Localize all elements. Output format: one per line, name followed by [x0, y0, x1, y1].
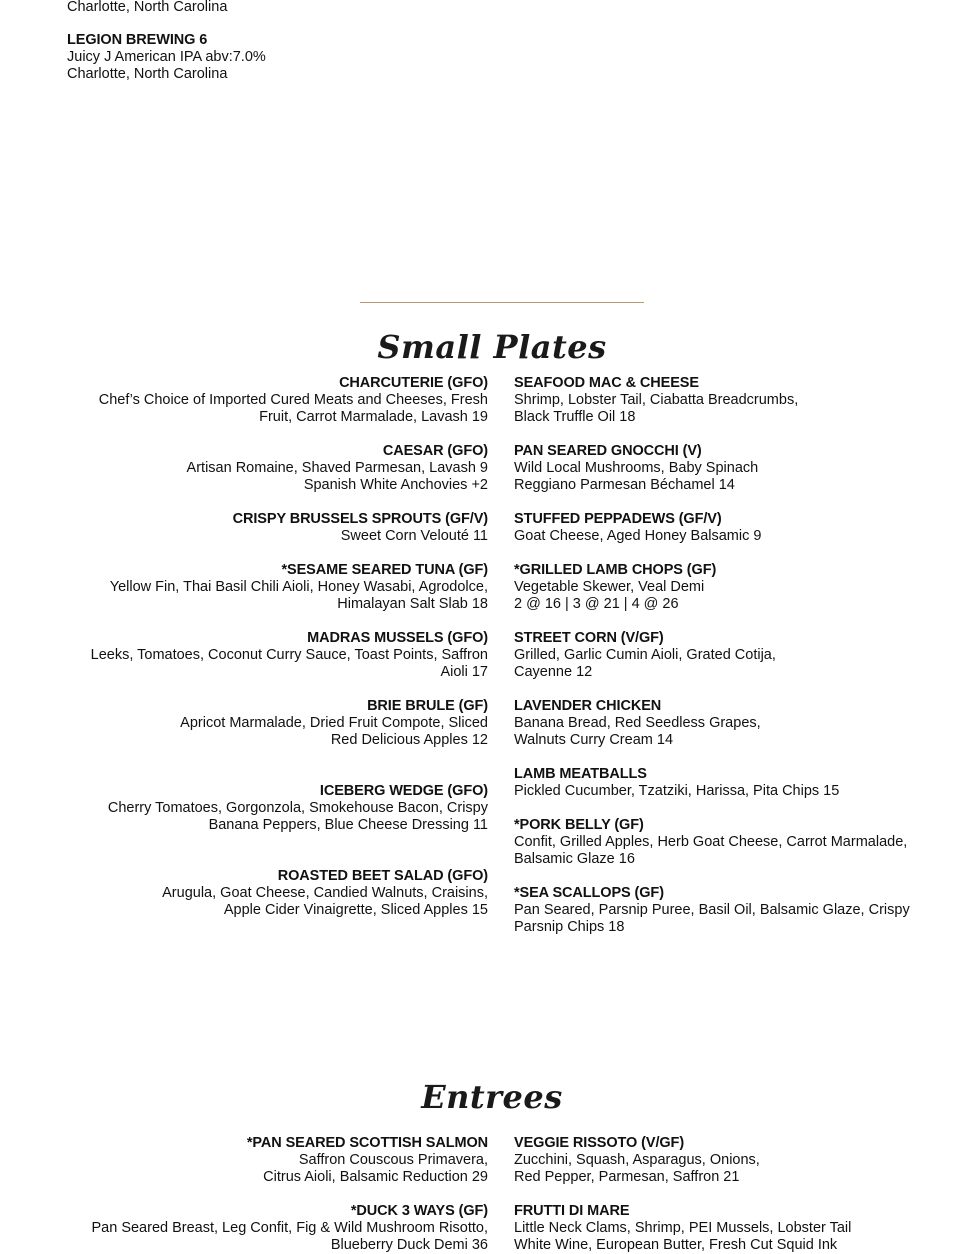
item-name: *SEA SCALLOPS (GF)	[514, 885, 664, 901]
menu-item-street-corn	[514, 630, 776, 681]
item-name: STREET CORN (V/GF)	[514, 630, 664, 646]
menu-item-frutti-di-mare	[514, 1203, 851, 1254]
item-name: *DUCK 3 WAYS (GF)	[350, 1203, 488, 1219]
item-description-line: Shrimp, Lobster Tail, Ciabatta Breadcrumbs,	[514, 392, 799, 408]
item-description-line: Walnuts Curry Cream 14	[514, 732, 674, 748]
item-description-line: Cherry Tomatoes, Gorgonzola, Smokehouse Bacon, Crispy	[107, 800, 488, 816]
item-description-line: Apricot Marmalade, Dried Fruit Compote, Sliced	[180, 715, 488, 731]
item-name: ROASTED BEET SALAD (GFO)	[277, 868, 488, 884]
item-description-line: Grilled, Garlic Cumin Aioli, Grated Cotija,	[514, 647, 776, 663]
menu-item-veggie-rissoto	[514, 1135, 760, 1186]
item-name: PAN SEARED GNOCCHI (V)	[514, 443, 702, 459]
item-description-line: Himalayan Salt Slab 18	[337, 596, 488, 612]
menu-item-lamb-meatballs	[514, 766, 839, 800]
item-name: *SESAME SEARED TUNA (GF)	[281, 562, 488, 578]
menu-item-roasted-beet-salad	[162, 868, 488, 919]
item-description-line: Aioli 17	[440, 664, 488, 680]
menu-item-lavender-chicken	[514, 698, 761, 749]
item-name: CRISPY BRUSSELS SPROUTS (GF/V)	[232, 511, 488, 527]
item-name: LEGION BREWING 6	[67, 32, 208, 48]
item-name: CHARCUTERIE (GFO)	[339, 375, 488, 391]
item-name: CAESAR (GFO)	[382, 443, 488, 459]
item-description-line: Pickled Cucumber, Tzatziki, Harissa, Pita Chips 15	[514, 783, 840, 799]
item-description-line: Balsamic Glaze 16	[514, 851, 635, 867]
item-description-line: Charlotte, North Carolina	[67, 66, 228, 82]
menu-item-caesar	[187, 443, 488, 494]
menu-item-charcuterie	[99, 375, 488, 426]
item-name: LAVENDER CHICKEN	[514, 698, 662, 714]
item-description-line: Banana Peppers, Blue Cheese Dressing 11	[208, 817, 488, 833]
item-description-line: Juicy J American IPA abv:7.0%	[67, 49, 266, 65]
item-description-line: Citrus Aioli, Balsamic Reduction 29	[263, 1169, 488, 1185]
item-description-line: Parsnip Chips 18	[514, 919, 625, 935]
menu-item-duck-3-ways	[91, 1203, 488, 1254]
item-description-line: Saffron Couscous Primavera,	[298, 1152, 488, 1168]
item-description-line: Spanish White Anchovies +2	[303, 477, 488, 493]
menu-item-madras-mussels	[91, 630, 488, 681]
section-heading-entrees: Entrees	[421, 1078, 563, 1116]
item-description-line: Arugula, Goat Cheese, Candied Walnuts, Craisins,	[162, 885, 488, 901]
menu-item-pork-belly	[514, 817, 907, 868]
item-description-line: Pan Seared, Parsnip Puree, Basil Oil, Balsamic Glaze, Crispy	[514, 902, 910, 918]
item-name: ICEBERG WEDGE (GFO)	[319, 783, 488, 799]
menu-item-legion-brewing	[67, 32, 266, 83]
item-name: STUFFED PEPPADEWS (GF/V)	[514, 511, 722, 527]
menu-item-seafood-mac-and-cheese	[514, 375, 798, 426]
item-description-line: Vegetable Skewer, Veal Demi	[514, 579, 705, 595]
item-description-line: Confit, Grilled Apples, Herb Goat Cheese, Carrot Marmalade,	[514, 834, 908, 850]
item-description-line: Zucchini, Squash, Asparagus, Onions,	[514, 1152, 760, 1168]
menu-item-sea-scallops	[514, 885, 910, 936]
menu-item-brie-brule	[180, 698, 488, 749]
section-heading-small-plates: Small Plates	[377, 328, 607, 366]
item-description-line: Little Neck Clams, Shrimp, PEI Mussels, Lobster Tail	[514, 1220, 852, 1236]
item-description-line: Red Pepper, Parmesan, Saffron 21	[514, 1169, 740, 1185]
item-description-line: Chef’s Choice of Imported Cured Meats and Cheeses, Fresh	[98, 392, 488, 408]
item-description-line: White Wine, European Butter, Fresh Cut Squid Ink	[514, 1237, 838, 1253]
item-description-line: Cayenne 12	[514, 664, 593, 680]
item-name: BRIE BRULE (GF)	[367, 698, 488, 714]
item-description-line: Leeks, Tomatoes, Coconut Curry Sauce, Toast Points, Saffron	[90, 647, 488, 663]
item-description-line: Banana Bread, Red Seedless Grapes,	[514, 715, 761, 731]
item-description-line: Goat Cheese, Aged Honey Balsamic 9	[514, 528, 762, 544]
item-name: *PORK BELLY (GF)	[514, 817, 644, 833]
item-name: FRUTTI DI MARE	[514, 1203, 630, 1219]
item-name: *GRILLED LAMB CHOPS (GF)	[514, 562, 717, 578]
item-description-line: Reggiano Parmesan Béchamel 14	[514, 477, 735, 493]
item-description-line: Wild Local Mushrooms, Baby Spinach	[514, 460, 759, 476]
item-name: *PAN SEARED SCOTTISH SALMON	[246, 1135, 488, 1151]
item-description-line: Black Truffle Oil 18	[514, 409, 636, 425]
item-description-line: 2 @ 16 | 3 @ 21 | 4 @ 26	[514, 596, 679, 612]
item-description-line: Pan Seared Breast, Leg Confit, Fig & Wild Mushroom Risotto,	[91, 1220, 488, 1236]
menu-item-pan-seared-scottish-salmon	[247, 1135, 488, 1186]
menu-item-sesame-seared-tuna	[110, 562, 488, 613]
item-description-line: Artisan Romaine, Shaved Parmesan, Lavash 9	[186, 460, 488, 476]
item-description-line: Charlotte, North Carolina	[67, 0, 228, 15]
item-description-line: Yellow Fin, Thai Basil Chili Aioli, Honey Wasabi, Agrodolce,	[109, 579, 488, 595]
item-name: LAMB MEATBALLS	[514, 766, 647, 782]
section-divider	[360, 302, 644, 303]
item-name: MADRAS MUSSELS (GFO)	[307, 630, 488, 646]
menu-item-stuffed-peppadews	[514, 511, 761, 545]
item-name: SEAFOOD MAC & CHEESE	[514, 375, 699, 391]
menu-item-pan-seared-gnocchi	[514, 443, 758, 494]
item-description-line: Fruit, Carrot Marmalade, Lavash 19	[259, 409, 488, 425]
item-description-line: Red Delicious Apples 12	[330, 732, 488, 748]
menu-item-crispy-brussels-sprouts	[233, 511, 488, 545]
item-description-line: Sweet Corn Velouté 11	[340, 528, 488, 544]
beer-location-fragment	[67, 0, 227, 16]
item-description-line: Apple Cider Vinaigrette, Sliced Apples 15	[223, 902, 488, 918]
item-description-line: Blueberry Duck Demi 36	[330, 1237, 488, 1253]
menu-item-iceberg-wedge	[108, 783, 488, 834]
menu-item-grilled-lamb-chops	[514, 562, 716, 613]
item-name: VEGGIE RISSOTO (V/GF)	[514, 1135, 685, 1151]
